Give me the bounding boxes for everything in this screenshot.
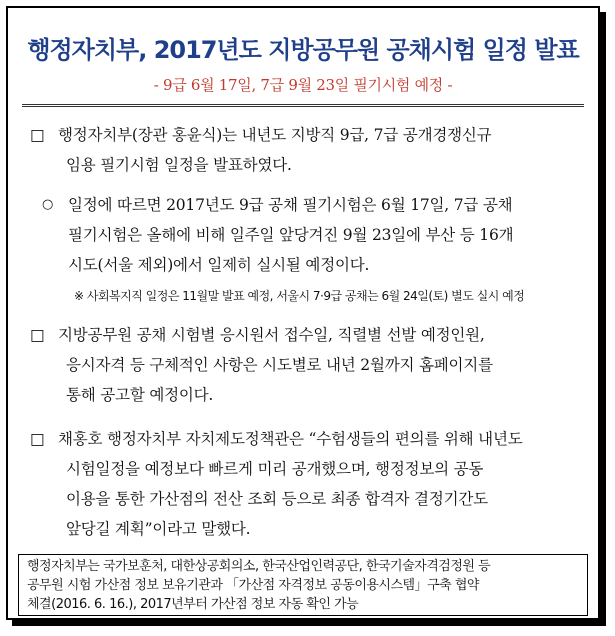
paragraph-2	[68, 190, 513, 280]
paragraph-2-line-3: 시도(서울 제외)에서 일제히 실시될 예정이다.	[68, 256, 370, 274]
paragraph-4	[58, 424, 523, 544]
paragraph-2-line-1: 일정에 따르면 2017년도 9급 공채 필기시험은 6월 17일, 7급 공채	[68, 196, 513, 214]
paragraph-1	[58, 120, 491, 180]
paragraph-4-line-3: 이용을 통한 가산점의 전산 조회 등으로 최종 합격자 결정기간도	[66, 490, 488, 508]
page-subtitle: - 9급 6월 17일, 7급 9월 23일 필기시험 예정 -	[153, 76, 453, 94]
paragraph-4-marker: □	[30, 430, 45, 448]
paragraph-3-line-2: 응시자격 등 구체적인 사항은 시도별로 내년 2월까지 홈페이지를	[66, 356, 493, 374]
paragraph-4-line-4: 앞당길 계획”이라고 말했다.	[66, 520, 251, 538]
paragraph-1-marker: □	[30, 126, 45, 144]
page-title: 행정자치부, 2017년도 지방공무원 공채시험 일정 발표	[27, 36, 579, 64]
paragraph-1-line-2: 임용 필기시험 일정을 발표하였다.	[66, 156, 292, 174]
footer-line-3: 체결(2016. 6. 16.), 2017년부터 가산점 정보 자동 확인 가능	[27, 597, 359, 612]
footer-line-1: 행정자치부는 국가보훈처, 대한상공회의소, 한국산업인력공단, 한국기술자격검정원 등	[27, 559, 491, 574]
paragraph-2-line-2: 필기시험은 올해에 비해 일주일 앞당겨진 9월 23일에 부산 등 16개	[68, 226, 514, 244]
paragraph-4-line-1: 채홍호 행정자치부 자치제도정책관은 “수험생들의 편의를 위해 내년도	[58, 430, 523, 448]
footer-note-box	[18, 554, 588, 616]
paragraph-1-line-1: 행정자치부(장관 홍윤식)는 내년도 지방직 9급, 7급 공개경쟁신규	[58, 126, 492, 144]
footnote: ※ 사회복지직 일정은 11월말 발표 예정, 서울시 7·9급 공채는 6월 24일(토) 별도 실시 예정	[74, 289, 525, 303]
title-divider	[22, 104, 584, 107]
footer-line-2: 공무원 시험 가산점 정보 보유기관과 「가산점 자격정보 공동이용시스템」구축 협약	[27, 578, 479, 593]
paragraph-4-line-2: 시험일정을 예정보다 빠르게 미리 공개했으며, 행정정보의 공동	[66, 460, 484, 478]
paragraph-3	[58, 320, 493, 410]
press-release-frame	[6, 6, 600, 620]
paragraph-3-line-3: 통해 공고할 예정이다.	[66, 386, 214, 404]
paragraph-3-marker: □	[30, 326, 45, 344]
paragraph-3-line-1: 지방공무원 공채 시험별 응시원서 접수일, 직렬별 선발 예정인원,	[58, 326, 485, 344]
paragraph-2-marker: ○	[42, 197, 54, 212]
